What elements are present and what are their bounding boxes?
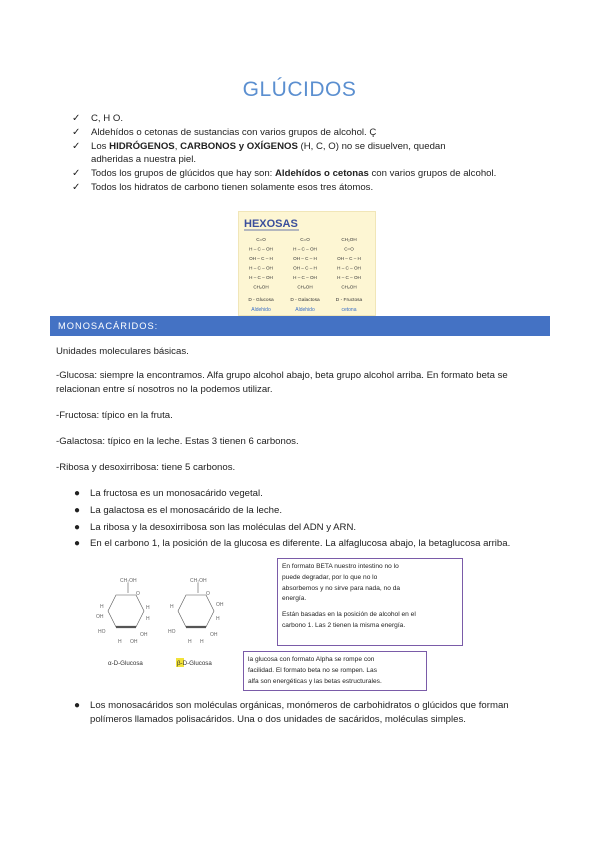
hexosa-formula-row: OH – C – H: [249, 256, 273, 261]
hexosa-formula-row: H – C – OH: [337, 275, 361, 280]
hexosa-formula-row: H – C – OH: [249, 275, 273, 280]
svg-text:H: H: [146, 605, 150, 611]
list-item: [72, 521, 552, 535]
svg-text:OH: OH: [140, 632, 148, 638]
hexosa-type: Aldehido: [295, 307, 315, 313]
hexosa-formula-row: OH – C – H: [293, 265, 317, 271]
svg-text:O: O: [136, 591, 140, 597]
hexosa-name: D - Fructosa: [335, 298, 363, 303]
list-item: [72, 504, 552, 518]
svg-text:CH₂OH: CH₂OH: [120, 578, 137, 584]
checklist: [72, 112, 542, 195]
bullet-dot: ●: [74, 504, 81, 516]
svg-text:H: H: [216, 616, 220, 622]
hexosa-name: D - Glucosa: [248, 298, 274, 303]
note1-line: carbono 1. Las 2 tienen la misma energía.: [282, 621, 406, 629]
list-item: [72, 699, 552, 727]
checklist-item-text: Todos los hidratos de carbono tienen solamente esos tres átomos.: [91, 181, 374, 193]
list-item-text: La ribosa y la desoxirribosa son las moléculas del ADN y ARN.: [90, 521, 357, 533]
glucose-rings-figure: [90, 573, 242, 673]
svg-text:OH: OH: [210, 632, 218, 638]
svg-text:H: H: [188, 639, 192, 645]
hexosa-formula-row: H – C – OH: [249, 246, 273, 252]
checklist-item-text: Los HIDRÓGENOS, CARBONOS y OXÍGENOS (H, C, O) no se disuelven, quedan: [91, 140, 446, 152]
hexosa-formula-row: H – C – OH: [293, 246, 317, 252]
svg-text:OH: OH: [96, 614, 104, 620]
hexosa-formula-row: H – C – OH: [337, 265, 361, 271]
hexosa-formula-row: C=O: [344, 246, 354, 252]
svg-text:HO: HO: [168, 629, 176, 635]
svg-text:H: H: [200, 639, 204, 645]
paragraph-fructosa: -Fructosa: típico en la fruta.: [56, 410, 173, 421]
hexosas-figure: [238, 211, 376, 316]
note1-line: puede degradar, por lo que no lo: [282, 573, 378, 581]
hexosa-formula-row: OH – C – H: [337, 256, 361, 261]
list-item-text: La galactosa es el monosacárido de la leche.: [90, 504, 282, 516]
checklist-item-text: Todos los grupos de glúcidos que hay son: Aldehídos o cetonas con varios grupos de alcohol.: [91, 168, 497, 180]
checklist-item: [72, 112, 542, 126]
bullet-dot: ●: [74, 521, 81, 533]
note2-line: la glucosa con formato Alpha se rompe con: [248, 656, 375, 663]
svg-text:H: H: [170, 604, 174, 610]
svg-text:HO: HO: [98, 629, 106, 635]
hexosa-formula-row: CH₂OH: [341, 284, 357, 290]
note1-line: absorbemos y no sirve para nada, no da: [282, 584, 401, 592]
paragraph-glucosa: [56, 369, 551, 397]
hexosa-formula-row: C=O: [300, 237, 310, 242]
checklist-item: [72, 181, 542, 195]
bullet-dot: ●: [74, 538, 81, 550]
svg-text:O: O: [206, 591, 210, 597]
list-item-text: La fructosa es un monosacárido vegetal.: [90, 488, 263, 499]
hexosa-name: D - Galactosa: [290, 298, 320, 303]
list-item-text: En el carbono 1, la posición de la glucosa es diferente. La alfaglucosa abajo, la betaglucosa arriba.: [90, 538, 511, 550]
checkmark-icon: ✓: [72, 181, 81, 193]
list-item: [72, 537, 552, 551]
hexosa-formula-row: C=O: [256, 237, 266, 242]
note-beta-formato: [277, 558, 463, 646]
paragraph-galactosa: -Galactosa: típico en la leche. Estas 3 tienen 6 carbonos.: [56, 436, 299, 447]
beta-glucosa-label: β-D-Glucosa: [177, 660, 212, 667]
svg-text:H: H: [146, 616, 150, 622]
hexosa-type: Aldehido: [251, 307, 271, 313]
page-title: GLÚCIDOS: [242, 78, 357, 101]
checklist-item: [72, 126, 542, 140]
note2-line: alfa son energéticas y las betas estructurales.: [248, 677, 382, 685]
hexosas-heading: HEXOSAS: [244, 218, 298, 230]
svg-text:OH: OH: [216, 602, 224, 608]
checkmark-icon: ✓: [72, 126, 81, 138]
note1-line: En formato BETA nuestro intestino no lo: [282, 563, 399, 570]
glucose-rings-diagram: [90, 573, 242, 673]
paragraph-ribosa: -Ribosa y desoxirribosa: tiene 5 carbonos.: [56, 462, 236, 473]
bullet-dot: ●: [74, 700, 81, 711]
checkmark-icon: ✓: [72, 113, 81, 124]
hexosa-formula-row: OH – C – H: [293, 256, 317, 261]
list-item-line: Los monosacáridos son moléculas orgánicas, monómeros de carbohidratos o glúcidos que forman: [90, 700, 509, 711]
checklist-item-text: Aldehídos o cetonas de sustancias con varios grupos de alcohol. Ç: [91, 126, 377, 138]
list-item-line: polímeros llamados polisacáridos. Una o dos unidades de sacáridos, moléculas simples.: [90, 713, 466, 725]
section-banner-monosacaridos: MONOSACÁRIDOS:: [50, 316, 550, 336]
hexosa-formula-row: H – C – OH: [249, 265, 273, 271]
hexosa-formula-row: CH₂OH: [253, 284, 269, 290]
note2-line: facilidad. El formato beta no se rompen. Las: [248, 666, 378, 674]
svg-text:H: H: [100, 604, 104, 610]
bullet-monosacaridos-moleculas: [72, 699, 552, 727]
note-alpha-formato: [243, 651, 427, 691]
hexosa-formula-row: CH₂OH: [297, 284, 313, 290]
note1-line: energía.: [282, 595, 307, 603]
paragraph-glucosa-line1: -Glucosa: siempre la encontramos. Alfa grupo alcohol abajo, beta grupo alcohol arriba. En formato beta se: [56, 370, 508, 381]
alpha-glucosa-label: α-D-Glucosa: [108, 660, 143, 667]
svg-text:H: H: [118, 639, 122, 645]
svg-text:OH: OH: [130, 639, 138, 645]
checkmark-icon: ✓: [72, 168, 81, 180]
hexosa-formula-row: H – C – OH: [293, 275, 317, 280]
list-item: [72, 487, 552, 501]
hexosas-diagram: [239, 212, 375, 315]
svg-text:CH₂OH: CH₂OH: [190, 578, 207, 584]
checklist-item: [72, 167, 542, 181]
bullet-list: [72, 487, 552, 554]
checklist-item: [72, 140, 542, 168]
checklist-item-continuation: adheridas a nuestra piel.: [91, 154, 197, 166]
paragraph-unidades: Unidades moleculares básicas.: [56, 346, 189, 357]
checkmark-icon: ✓: [72, 140, 81, 152]
note1-line: Están basadas en la posición de alcohol en el: [282, 611, 416, 619]
paragraph-glucosa-line2: relacionan entre sí nosotros no la podemos utilizar.: [56, 383, 273, 395]
bullet-dot: ●: [74, 488, 81, 499]
hexosa-formula-row: CH₂OH: [341, 237, 357, 242]
checklist-item-text: C, H O.: [91, 113, 123, 124]
hexosa-type: cetona: [341, 307, 357, 313]
